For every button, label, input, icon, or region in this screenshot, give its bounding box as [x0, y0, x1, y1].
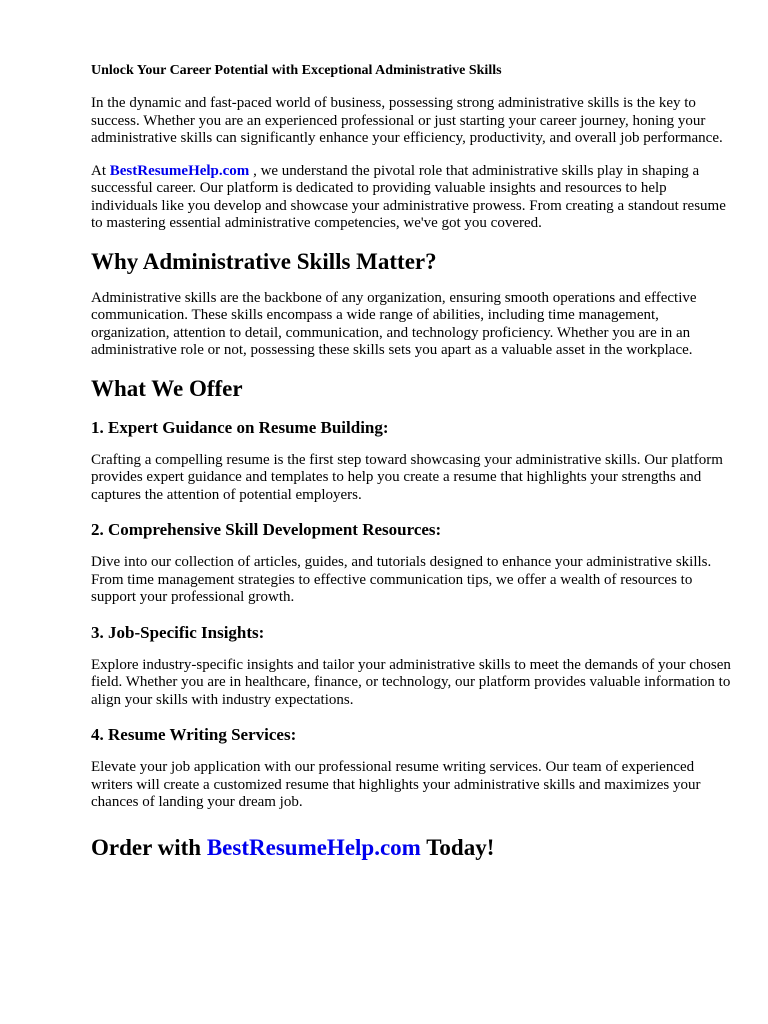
why-paragraph: Administrative skills are the backbone of any organization, ensuring smooth operations and effective communication. These skills encompass a wide range of abilities, including time management, organization, attention to detail, communication, and technology proficiency. Whether you are in an administrative role or not, possessing these skills sets you apart as a valuable asset in the workplace.	[91, 289, 697, 358]
why-heading: Why Administrative Skills Matter?	[91, 248, 437, 274]
document-page	[91, 62, 731, 876]
bestresumehelp-link[interactable]: BestResumeHelp.com	[109, 162, 250, 179]
offer-item-4-title: 4. Resume Writing Services:	[91, 725, 297, 744]
order-heading	[91, 834, 731, 862]
about-prefix: At	[91, 162, 106, 179]
order-prefix: Order with	[91, 834, 202, 860]
offer-item-1-body: Crafting a compelling resume is the first step toward showcasing your administrative skills. Our platform provides expert guidance and templates to help you create a resume that highlights your strengths and captures the attention of potential employers.	[91, 451, 723, 503]
about-suffix: , we understand the pivotal role that administrative skills play in shaping a successful career. Our platform is dedicated to providing valuable insights and resources to help individuals like you develop and showcase your administrative prowess. From creating a standout resume to mastering essential administrative competencies, we've got you covered.	[91, 162, 726, 231]
offer-item-1-title: 1. Expert Guidance on Resume Building:	[91, 417, 389, 437]
offer-item-4-body: Elevate your job application with our professional resume writing services. Our team of experienced writers will create a customized resume that highlights your administrative skills and maximizes your chances of landing your dream job.	[91, 759, 701, 810]
offer-item-3-title: 3. Job-Specific Insights:	[91, 622, 265, 642]
offer-item-2-title: 2. Comprehensive Skill Development Resources:	[91, 520, 442, 539]
about-paragraph	[91, 163, 731, 233]
document-title: Unlock Your Career Potential with Exceptional Administrative Skills	[91, 63, 502, 78]
order-suffix: Today!	[426, 834, 495, 860]
order-bestresumehelp-link[interactable]: BestResumeHelp.com	[206, 834, 421, 860]
offer-heading: What We Offer	[91, 375, 243, 401]
offer-item-2-body: Dive into our collection of articles, guides, and tutorials designed to enhance your administrative skills. From time management strategies to effective communication tips, we offer a wealth of resources to support your professional growth.	[91, 554, 712, 605]
offer-item-3-body: Explore industry-specific insights and tailor your administrative skills to meet the demands of your chosen field. Whether you are in healthcare, finance, or technology, our platform provides valuable information to align your skills with industry expectations.	[91, 656, 731, 708]
intro-paragraph: In the dynamic and fast-paced world of business, possessing strong administrative skills is the key to success. Whether you are an experienced professional or just starting your career journey, honing your administrative skills can significantly enhance your efficiency, productivity, and overall job performance.	[91, 95, 723, 146]
